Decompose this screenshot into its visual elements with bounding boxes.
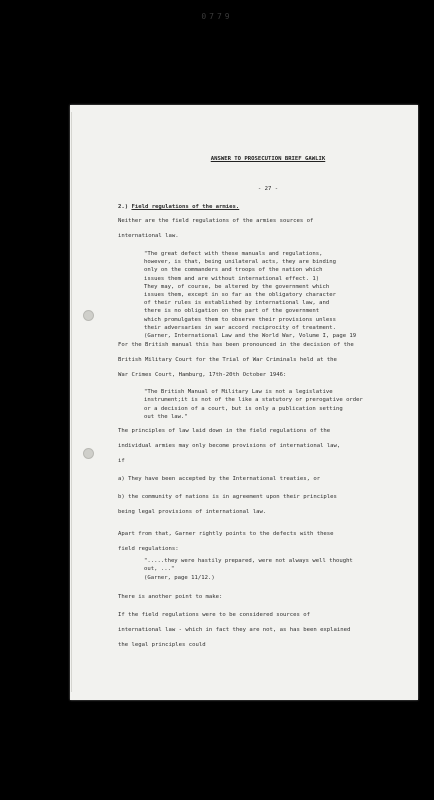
punch-hole-top bbox=[83, 310, 94, 321]
condition-b bbox=[118, 490, 404, 520]
text-line: Apart from that, Garner rightly points to the defects with these bbox=[118, 531, 334, 537]
text-line: international law - which in fact they are not, as has been explained bbox=[118, 627, 351, 633]
quote-garner-1 bbox=[118, 250, 404, 340]
text-line: only on the commanders and troops of the nation which bbox=[144, 267, 323, 274]
page-number: - 27 - bbox=[257, 186, 279, 192]
text-line: international law. bbox=[118, 233, 179, 239]
text-line: (Garner, page 11/12.) bbox=[144, 574, 215, 581]
condition-a bbox=[118, 472, 404, 487]
text-line: "The British Manual of Military Law is not a legislative bbox=[144, 389, 333, 395]
section-number: 2.) bbox=[118, 204, 129, 210]
text-line: a) They have been accepted by the International treaties, or bbox=[118, 476, 321, 482]
text-line: field regulations: bbox=[118, 546, 179, 552]
text-line: being legal provisions of international law. bbox=[118, 509, 267, 515]
text-line: or a decision of a court, but is only a publication setting bbox=[144, 405, 343, 412]
text-line: of their rules is established by international law, and bbox=[144, 300, 330, 307]
text-line: They may, of course, be altered by the government which bbox=[144, 283, 330, 290]
text-line: (Garner, International Law and the World War, Volume I, page 19 bbox=[144, 333, 357, 340]
text-line: British Military Court for the Trial of War Criminals held at the bbox=[118, 357, 337, 363]
quote-british-manual bbox=[118, 388, 404, 422]
paragraph-3 bbox=[118, 424, 404, 469]
text-line: if bbox=[118, 458, 125, 464]
text-line: however, is that, being unilateral acts, they are binding bbox=[144, 259, 336, 266]
text-line: There is another point to make: bbox=[118, 594, 223, 600]
scan-frame-number: 0779 bbox=[201, 12, 233, 21]
paragraph-2 bbox=[118, 338, 404, 383]
text-line: Neither are the field regulations of the armies sources of bbox=[118, 218, 314, 224]
text-line: "The great defect with these manuals and regulations, bbox=[144, 251, 323, 257]
text-line: issues them, except in so far as the obligatory character bbox=[144, 292, 336, 299]
text-line: issues them and are without international effect. 1) bbox=[144, 275, 320, 282]
text-line: instrument;it is not of the like a statutory or prerogative order bbox=[144, 397, 363, 404]
text-line: out, ..." bbox=[144, 566, 175, 573]
section-heading bbox=[118, 204, 404, 210]
quote-garner-2 bbox=[118, 557, 404, 582]
paragraph-6 bbox=[118, 608, 404, 653]
text-line: b) the community of nations is in agreement upon their principles bbox=[118, 494, 337, 500]
section-title: Field regulations of the armies. bbox=[131, 204, 240, 210]
paragraph-4 bbox=[118, 527, 404, 557]
paragraph-5 bbox=[118, 590, 404, 605]
text-line: ".....they were hastily prepared, were not always well thought bbox=[144, 558, 353, 564]
text-line: out the law." bbox=[144, 414, 188, 421]
text-line: For the British manual this has been pronounced in the decision of the bbox=[118, 342, 354, 348]
text-line: there is no obligation on the part of the government bbox=[144, 308, 320, 315]
text-line: The principles of law laid down in the field regulations of the bbox=[118, 428, 331, 434]
paragraph-1 bbox=[118, 214, 404, 244]
text-line: War Crimes Court, Hamburg, 17th-20th October 1946: bbox=[118, 372, 287, 378]
text-line: If the field regulations were to be considered sources of bbox=[118, 612, 310, 618]
text-line: their adversaries in war accord reciprocity of treatment. bbox=[144, 324, 336, 331]
document-header: ANSWER TO PROSECUTION BRIEF GAWLIK bbox=[210, 156, 326, 162]
page-edge-line bbox=[71, 112, 72, 692]
text-line: which promulgates them to observe their provisions unless bbox=[144, 316, 336, 323]
text-line: individual armies may only become provisions of international law, bbox=[118, 443, 341, 449]
text-line: the legal principles could bbox=[118, 642, 206, 648]
punch-hole-bottom bbox=[83, 448, 94, 459]
